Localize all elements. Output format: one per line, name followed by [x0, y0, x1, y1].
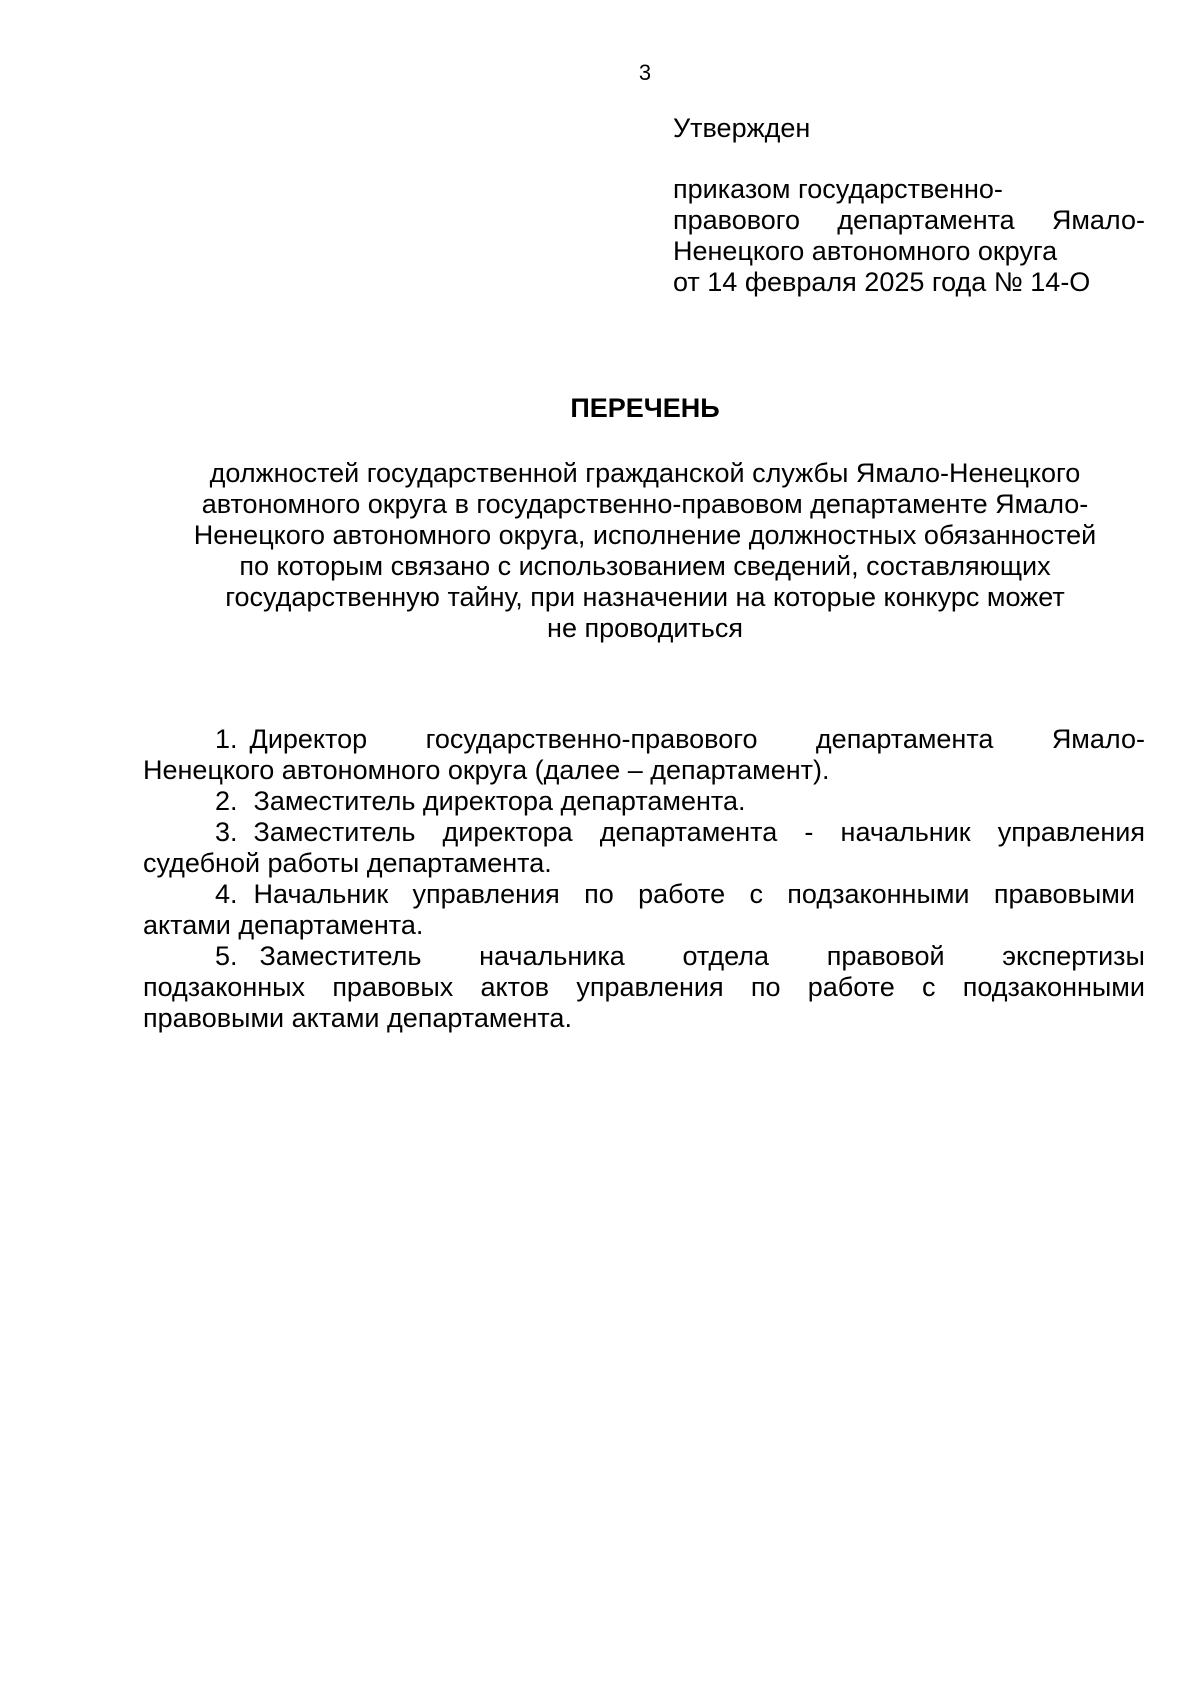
word: правовых — [332, 972, 454, 1002]
word: экспертизы — [1002, 941, 1145, 971]
approval-order-line: Ненецкого автономного округа — [673, 236, 1058, 266]
subtitle-line: автономного округа в государственно-правовом департаменте Ямало- — [201, 489, 1089, 519]
approval-order-line: приказом государственно- — [673, 174, 1003, 204]
word: Начальник — [253, 879, 389, 909]
word: отдела — [682, 941, 769, 971]
list-item-number: 3. — [215, 817, 238, 847]
word: - — [804, 817, 814, 847]
approval-stamp — [673, 113, 1145, 298]
word: правовыми — [993, 879, 1135, 909]
list-item-text: актами департамента. — [143, 910, 424, 940]
word: по — [584, 879, 614, 909]
word: начальник — [840, 817, 971, 847]
list-item-3-line-2 — [143, 848, 1145, 879]
list-item-text — [260, 941, 1145, 972]
word: подзаконными — [962, 972, 1145, 1002]
word: начальника — [479, 941, 625, 971]
word: управления — [576, 972, 724, 1002]
word: с — [922, 972, 936, 1002]
list-item-text: правовыми актами департамента. — [143, 1003, 572, 1033]
list-item-number: 4. — [215, 879, 238, 909]
list-item-number: 2. — [215, 786, 238, 816]
word: с — [749, 879, 763, 909]
subtitle-line: не проводиться — [547, 613, 743, 643]
document-title: ПЕРЕЧЕНЬ — [570, 393, 720, 423]
subtitle-line: государственную тайну, при назначении на которые конкурс может — [225, 582, 1065, 612]
list-item-5-line-2 — [143, 972, 1145, 1003]
word: правового — [673, 205, 801, 235]
word: Заместитель — [259, 941, 422, 971]
word: работе — [638, 879, 726, 909]
word: управления — [412, 879, 560, 909]
approved-label: Утвержден — [673, 113, 811, 143]
word: актов — [480, 972, 550, 1002]
subtitle-line: по которым связано с использованием сведений, составляющих — [239, 551, 1051, 581]
document-subtitle — [140, 458, 1150, 644]
word: по — [750, 972, 781, 1002]
page-number: 3 — [638, 60, 652, 85]
approval-order-block — [673, 174, 1145, 298]
list-item-4-line-1 — [143, 879, 1145, 910]
list-item-text — [143, 972, 1145, 1003]
word: управления — [997, 817, 1145, 847]
word: Ямало- — [1051, 205, 1145, 235]
word: департамента — [815, 724, 994, 754]
word: директора — [442, 817, 573, 847]
list-item-text — [254, 817, 1145, 848]
list-item-number: 1. — [215, 724, 238, 754]
word: государственно-правового — [425, 724, 758, 754]
word: подзаконных — [143, 972, 306, 1002]
list-item-1-line-1 — [143, 724, 1145, 755]
list-item-5-line-3 — [143, 1003, 1145, 1034]
word: департамента — [599, 817, 778, 847]
list-item-3-line-1 — [143, 817, 1145, 848]
word: Ямало- — [1051, 724, 1145, 754]
list-item-text: судебной работы департамента. — [143, 848, 552, 878]
word: департамента — [837, 205, 1015, 235]
list-item-text: Ненецкого автономного округа (далее – департамент). — [143, 755, 830, 785]
list-item-text — [250, 724, 1145, 755]
list-item-5-line-1 — [143, 941, 1145, 972]
list-item-4-line-2 — [143, 910, 1145, 941]
word: Директор — [249, 724, 368, 754]
word: подзаконными — [787, 879, 970, 909]
list-item-number: 5. — [215, 941, 238, 971]
subtitle-line: Ненецкого автономного округа, исполнение должностных обязанностей — [193, 520, 1097, 550]
list-item-text — [254, 879, 1145, 910]
word: работе — [807, 972, 895, 1002]
list-item-text: Заместитель директора департамента. — [253, 786, 746, 816]
list-item-2-line-1 — [143, 786, 1145, 817]
subtitle-line: должностей государственной гражданской службы Ямало-Ненецкого — [209, 458, 1081, 488]
approval-order-line — [673, 205, 1145, 236]
word: правовой — [826, 941, 945, 971]
list-item-1-line-2 — [143, 755, 1145, 786]
word: Заместитель — [253, 817, 416, 847]
positions-list — [143, 724, 1145, 1034]
approval-order-line: от 14 февраля 2025 года № 14-О — [673, 267, 1091, 297]
